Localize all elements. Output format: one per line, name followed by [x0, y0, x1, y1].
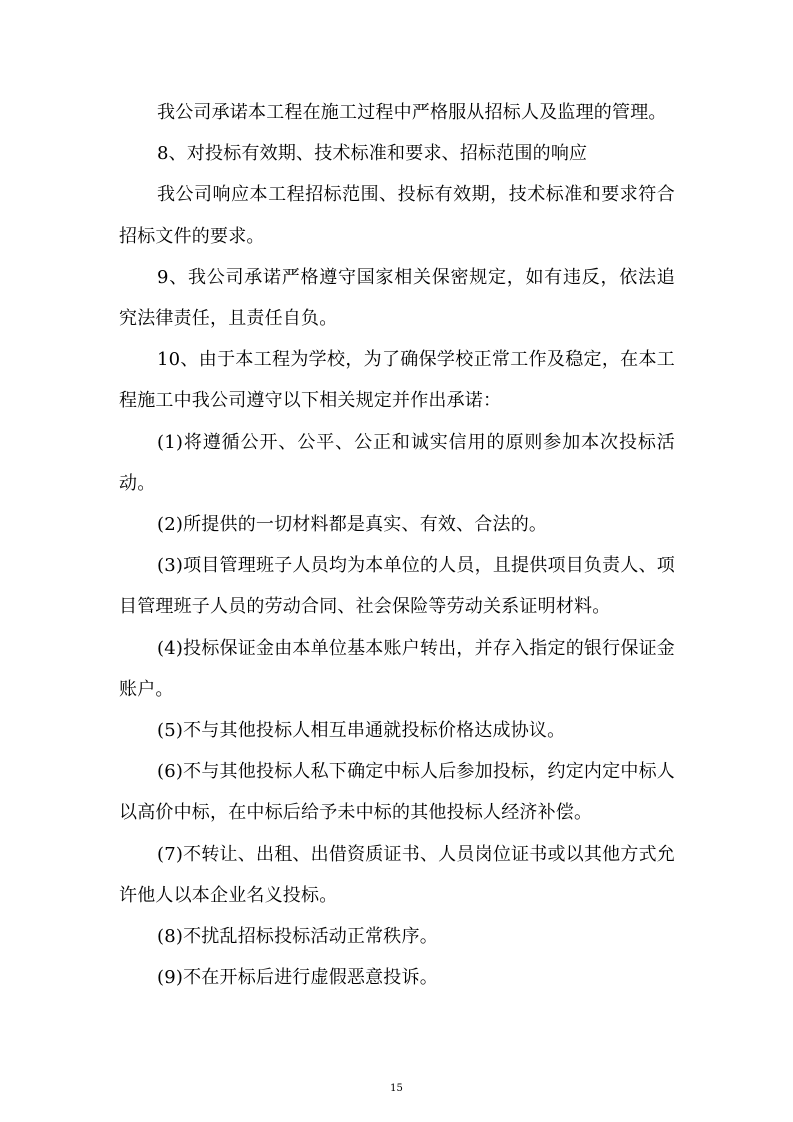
paragraph-sub-8: (8)不扰乱招标投标活动正常秩序。	[157, 926, 438, 948]
paragraph-sub-6: (6)不与其他投标人私下确定中标人后参加投标，约定内定中标人以高价中标，在中标后给予未中标的其他投标人经济补偿。	[119, 761, 675, 824]
paragraph-sub-2: (2)所提供的一切材料都是真实、有效、合法的。	[157, 514, 548, 536]
paragraph-item-9-confidentiality: 9、我公司承诺严格遵守国家相关保密规定，如有违反，依法追究法律责任，且责任自负。	[119, 266, 675, 330]
paragraph-sub-9: (9)不在开标后进行虚假恶意投诉。	[157, 967, 438, 989]
paragraph-heading-8: 8、对投标有效期、技术标准和要求、招标范围的响应	[157, 143, 588, 165]
paragraph-sub-4: (4)投标保证金由本单位基本账户转出，并存入指定的银行保证金账户。	[119, 637, 675, 700]
paragraph-item-10-school: 10、由于本工程为学校，为了确保学校正常工作及稳定，在本工程施工中我公司遵守以下相关规定并作出承诺：	[119, 349, 675, 412]
paragraph-response-scope: 我公司响应本工程招标范围、投标有效期，技术标准和要求符合招标文件的要求。	[119, 184, 675, 247]
paragraph-sub-7: (7)不转让、出租、出借资质证书、人员岗位证书或以其他方式允许他人以本企业名义投标。	[119, 843, 675, 906]
paragraph-commitment-management: 我公司承诺本工程在施工过程中严格服从招标人及监理的管理。	[157, 102, 667, 123]
paragraph-sub-5: (5)不与其他投标人相互串通就投标价格达成协议。	[157, 720, 566, 742]
paragraph-sub-1: (1)将遵循公开、公平、公正和诚实信用的原则参加本次投标活动。	[119, 431, 675, 494]
document-body	[119, 92, 675, 998]
paragraph-sub-3: (3)项目管理班子人员均为本单位的人员，且提供项目负责人、项目管理班子人员的劳动合同、社会保险等劳动关系证明材料。	[119, 555, 675, 618]
page-number: 15	[390, 1083, 403, 1094]
